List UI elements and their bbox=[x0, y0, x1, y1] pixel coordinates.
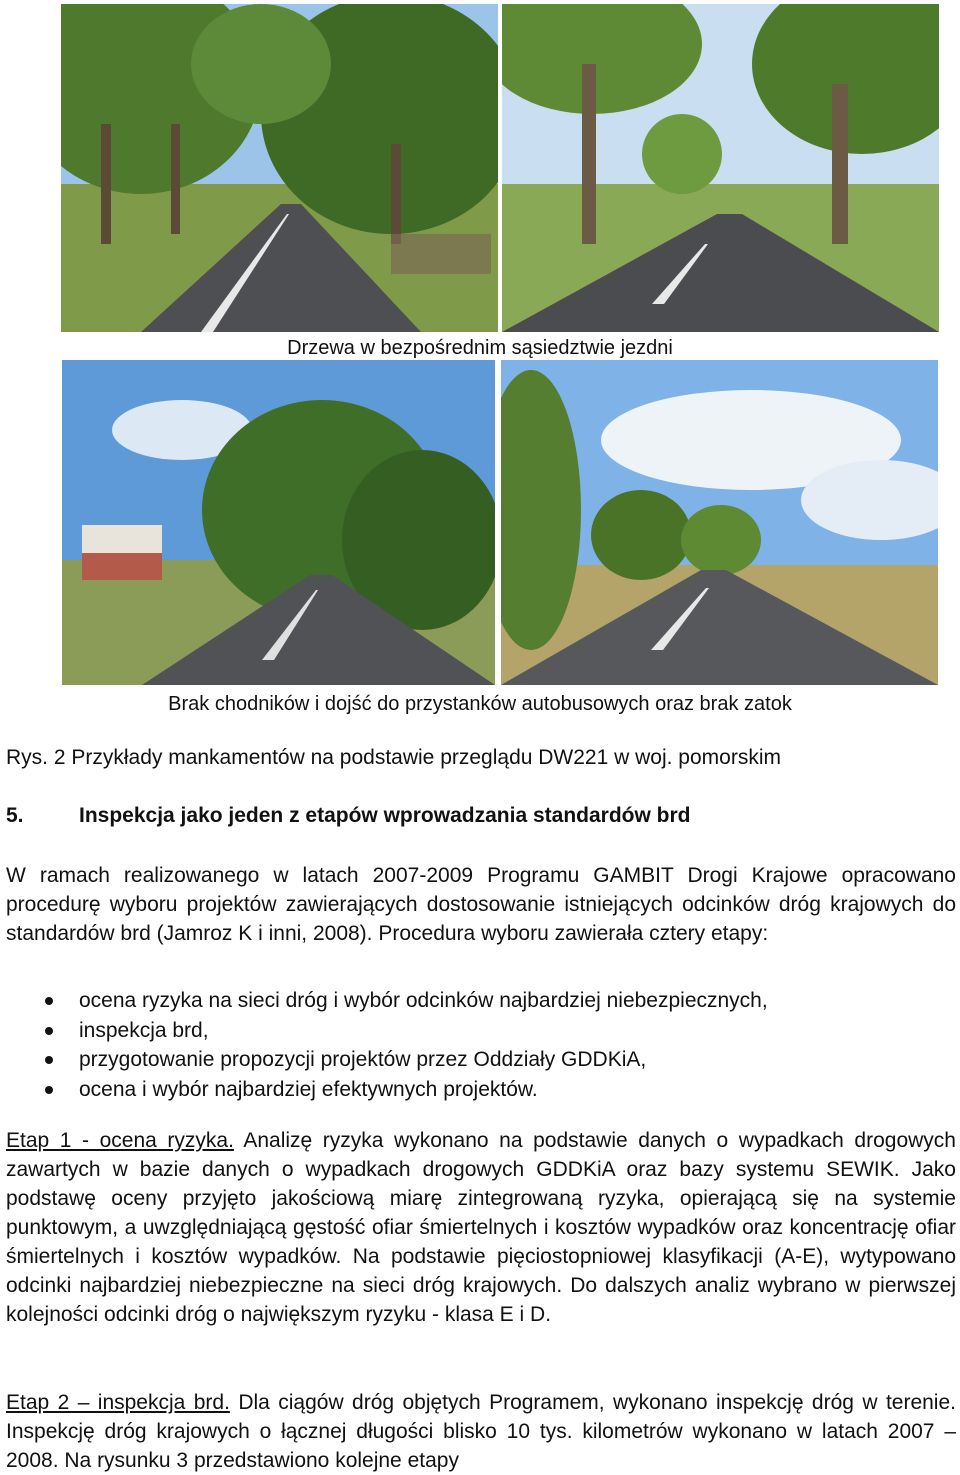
bullet-icon bbox=[45, 1027, 53, 1035]
photo-caption-no-sidewalks: Brak chodników i dojść do przystanków autobusowych oraz brak zatok bbox=[168, 693, 792, 715]
photo-village-road-no-sidewalk bbox=[62, 360, 495, 685]
bullet-icon bbox=[45, 997, 53, 1005]
stage2-paragraph bbox=[6, 1388, 956, 1475]
section-heading bbox=[6, 802, 690, 830]
intro-paragraph: W ramach realizowanego w latach 2007-2009 Programu GAMBIT Drogi Krajowe opracowano procedurę wyboru projektów zawierających dostosowanie istniejących odcinków dróg krajowych do standardów brd (Jamroz K i inni, 2008). Procedura wyboru zawierała cztery etapy: bbox=[6, 864, 956, 945]
stage1-text: Analizę ryzyka wykonano na podstawie danych o wypadkach drogowych zawartych w bazie danych o wypadkach drogowych GDDKiA oraz bazy systemu SEWIK. Jako podstawę oceny przyjęto jakościową miarę zintegrowaną ryzyka, opierającą się na systemie punktowym, a uwzględniającą gęstość ofiar śmiertelnych i kosztów wypadków oraz koncentrację ofiar śmiertelnych i kosztów wypadków. Na podstawie pięciostopniowej klasyfikacji (A-E), wytypowano odcinki najbardziej niebezpieczne na sieci dróg krajowych. Do dalszych analiz wybrano w pierwszej kolejności odcinki dróg o największym ryzyku - klasa E i D. bbox=[6, 1129, 956, 1326]
photo-tree-lined-road-2 bbox=[502, 4, 939, 332]
photo-caption-trees: Drzewa w bezpośrednim sąsiedztwie jezdni bbox=[287, 337, 673, 359]
list-item: ocena i wybór najbardziej efektywnych projektów. bbox=[6, 1075, 946, 1105]
stage1-label: Etap 1 - ocena ryzyka. bbox=[6, 1129, 234, 1152]
section-title: Inspekcja jako jeden z etapów wprowadzania standardów brd bbox=[79, 804, 691, 827]
stage1-paragraph bbox=[6, 1126, 956, 1329]
photo-tree-lined-road-1 bbox=[61, 4, 498, 332]
bullet-icon bbox=[45, 1056, 53, 1064]
figure-caption: Rys. 2 Przykłady mankamentów na podstawie przeglądu DW221 w woj. pomorskim bbox=[6, 746, 781, 769]
bullet-icon bbox=[45, 1086, 53, 1094]
list-item: ocena ryzyka na sieci dróg i wybór odcinków najbardziej niebezpiecznych, bbox=[6, 986, 946, 1016]
list-item: inspekcja brd, bbox=[6, 1016, 946, 1046]
stage2-text: Dla ciągów dróg objętych Programem, wykonano inspekcję dróg w terenie. Inspekcję dróg krajowych o łącznej długości blisko 10 tys. kilometrów wykonano w latach 2007 – 2008. Na rysunku 3 przedstawiono kolejne etapy bbox=[6, 1391, 956, 1472]
stage2-label: Etap 2 – inspekcja brd. bbox=[6, 1391, 230, 1414]
section-number: 5. bbox=[6, 804, 24, 827]
bullet-list bbox=[6, 986, 946, 1104]
list-item: przygotowanie propozycji projektów przez Oddziały GDDKiA, bbox=[6, 1045, 946, 1075]
photo-rural-road-bus-stop bbox=[501, 360, 938, 685]
